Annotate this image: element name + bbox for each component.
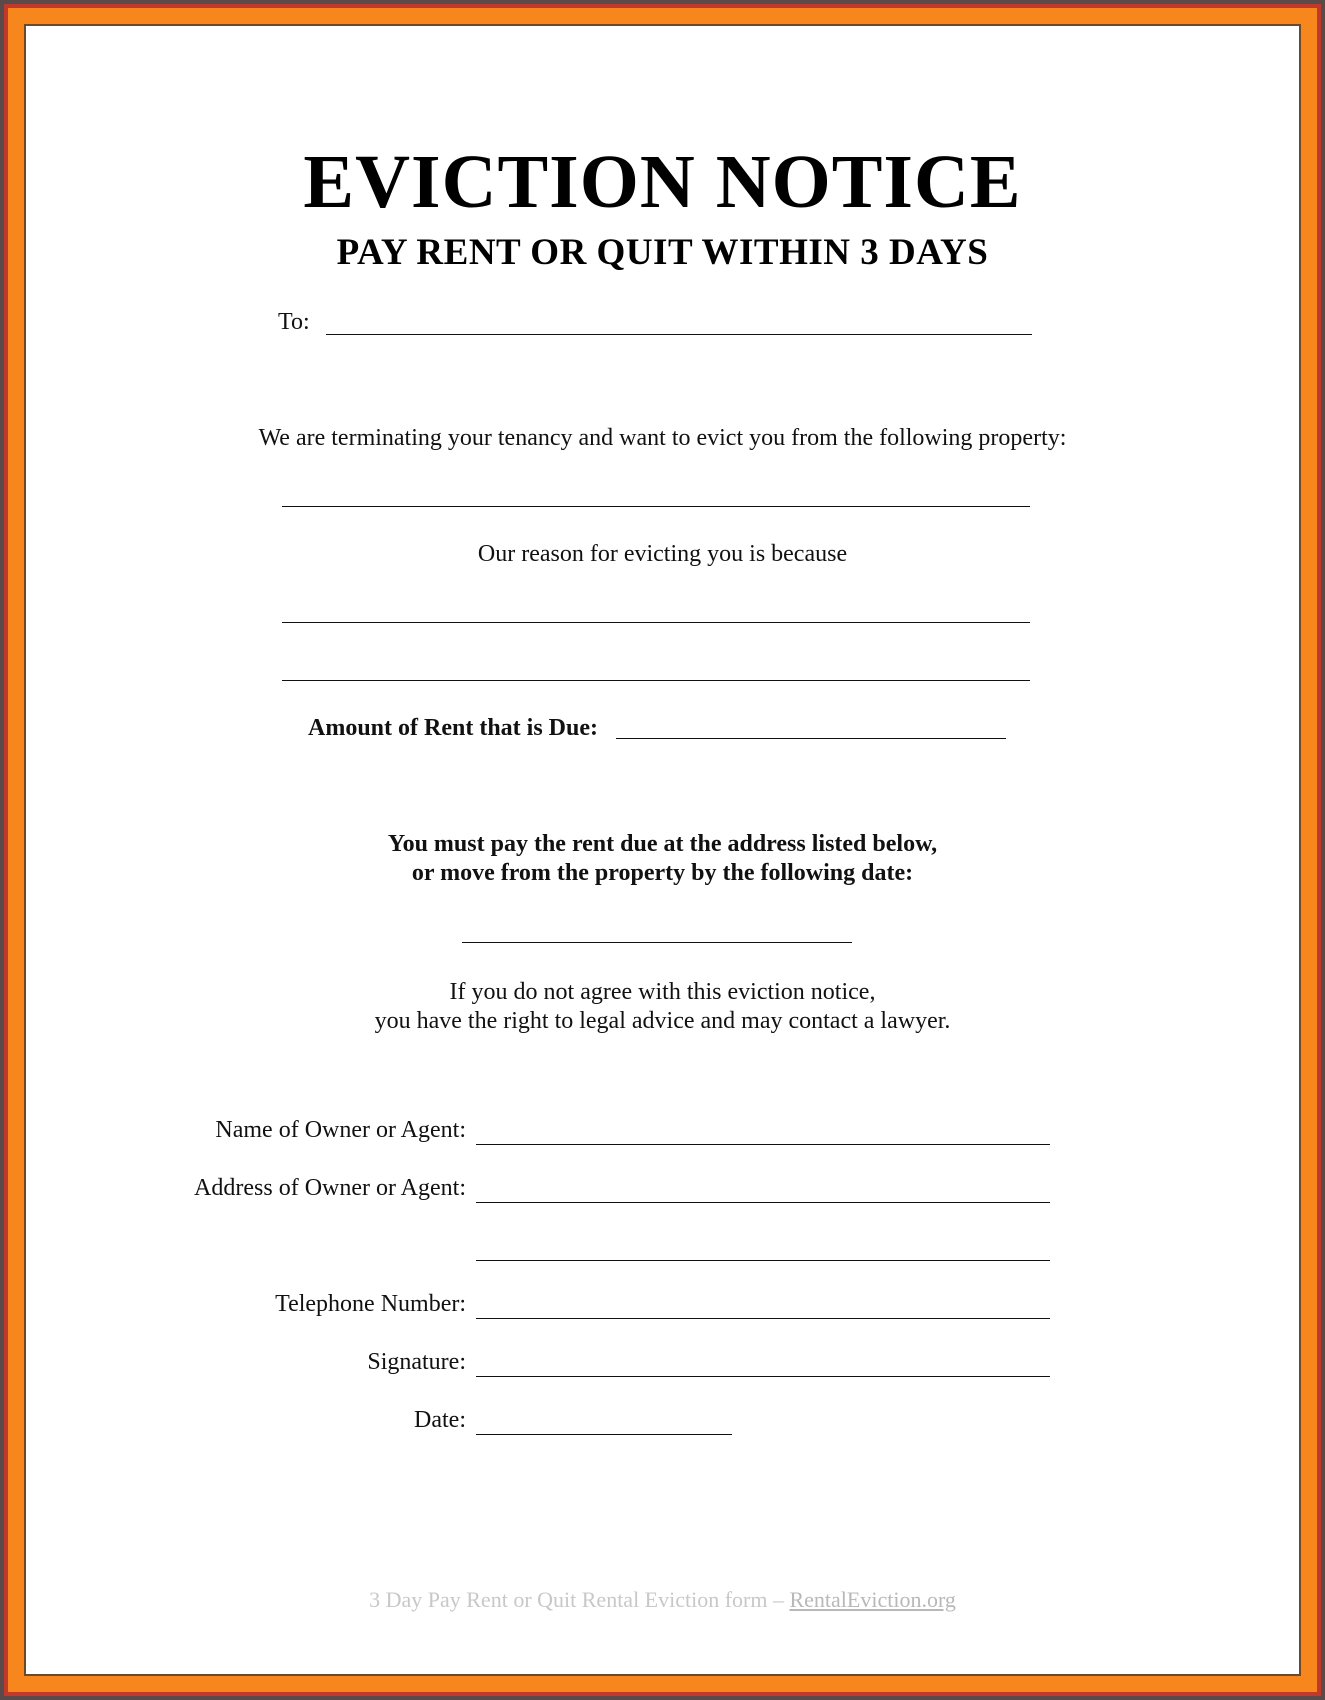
reason-field-1[interactable] [282,622,1030,623]
pay-line-2: or move from the property by the following date: [411,860,914,886]
eviction-notice-page [26,26,1299,1674]
to-label: To: [278,309,310,335]
page-subtitle: PAY RENT OR QUIT WITHIN 3 DAYS [336,232,989,273]
rent-due-label: Amount of Rent that is Due: [308,715,598,741]
date-field[interactable] [476,1434,732,1435]
terminating-text: We are terminating your tenancy and want to evict you from the following property: [258,425,1067,451]
legal-line-2: you have the right to legal advice and may contact a lawyer. [374,1008,951,1034]
owner-address-field-1[interactable] [476,1202,1050,1203]
footer-link[interactable]: RentalEviction.org [789,1587,956,1612]
owner-name-label: Name of Owner or Agent: [215,1117,466,1143]
owner-name-field[interactable] [476,1144,1050,1145]
to-field[interactable] [326,334,1032,335]
owner-address-field-2[interactable] [476,1260,1050,1261]
page-title: EVICTION NOTICE [303,140,1022,224]
move-date-field[interactable] [462,942,852,943]
date-label: Date: [414,1407,466,1433]
pay-line-1: You must pay the rent due at the address listed below, [387,831,938,857]
footer-text: 3 Day Pay Rent or Quit Rental Eviction form – [369,1587,790,1612]
signature-field[interactable] [476,1376,1050,1377]
phone-label: Telephone Number: [275,1291,466,1317]
signature-label: Signature: [367,1349,466,1375]
phone-field[interactable] [476,1318,1050,1319]
reason-field-2[interactable] [282,680,1030,681]
rent-due-field[interactable] [616,738,1006,739]
reason-text: Our reason for evicting you is because [477,541,848,567]
owner-address-label: Address of Owner or Agent: [194,1175,466,1201]
property-field[interactable] [282,506,1030,507]
legal-line-1: If you do not agree with this eviction notice, [449,979,876,1005]
footer [26,1586,1299,1614]
